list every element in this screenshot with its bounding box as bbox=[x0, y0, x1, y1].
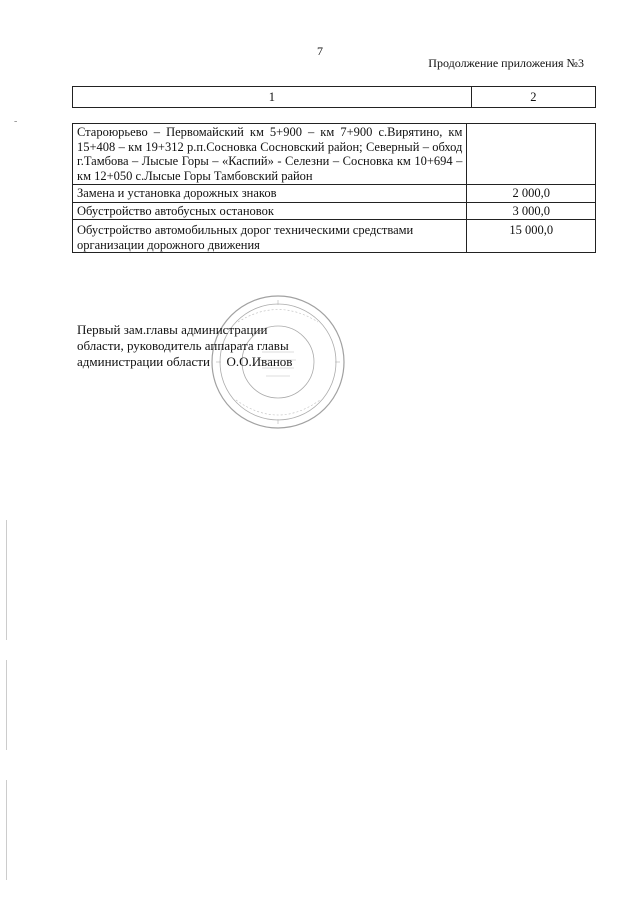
header-col-1: 1 bbox=[73, 87, 472, 108]
scan-edge-line bbox=[6, 660, 7, 750]
signatory-position-line: администрации области bbox=[77, 354, 210, 369]
row-amount: 2 000,0 bbox=[467, 185, 596, 203]
row-amount bbox=[467, 124, 596, 185]
signatory-position-line: Первый зам.главы администрации bbox=[77, 322, 268, 337]
signatory-position-line: области, руководитель аппарата главы bbox=[77, 338, 289, 353]
row-description: Замена и установка дорожных знаков bbox=[73, 185, 467, 203]
signatory-name: О.О.Иванов bbox=[226, 354, 293, 369]
row-amount: 3 000,0 bbox=[467, 202, 596, 220]
row-description: Обустройство автомобильных дорог техническими средствами организации дорожного движения bbox=[73, 220, 467, 253]
table-row bbox=[73, 124, 596, 185]
scan-edge-line bbox=[6, 520, 7, 640]
table-row bbox=[73, 185, 596, 203]
table-row bbox=[73, 202, 596, 220]
works-table bbox=[72, 123, 596, 253]
scan-edge-line bbox=[6, 780, 7, 880]
table-header bbox=[72, 86, 596, 108]
page-number: 7 bbox=[317, 44, 323, 58]
signature-block bbox=[77, 322, 292, 370]
appendix-continuation-note: Продолжение приложения №3 bbox=[428, 56, 584, 70]
stray-mark: - bbox=[14, 116, 18, 127]
row-description: Староюрьево – Первомайский км 5+900 – км 7+900 с.Вирятино, км 15+408 – км 19+312 р.п.Сосновка Сосновский район; Северный – обход г.Тамбова – Лысые Горы – «Каспий» - Селезни – Сосновка км 10+694 – км 12+050 с.Лысые Горы Тамбовский район bbox=[73, 124, 467, 185]
header-col-2: 2 bbox=[471, 87, 595, 108]
table-row bbox=[73, 220, 596, 253]
row-description: Обустройство автобусных остановок bbox=[73, 202, 467, 220]
row-amount: 15 000,0 bbox=[467, 220, 596, 253]
